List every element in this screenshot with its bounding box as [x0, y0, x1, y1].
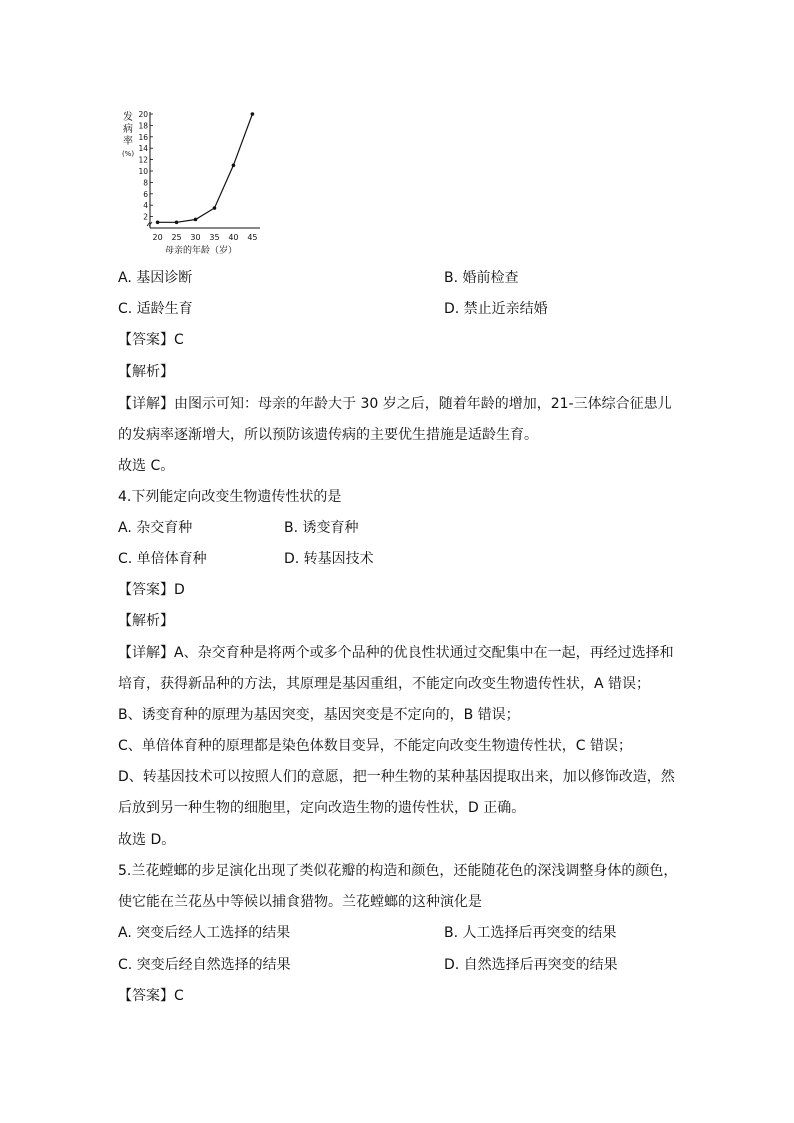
q4-option-c: C. 单倍体育种	[118, 551, 207, 567]
q5-option-a: A. 突变后经人工选择的结果	[118, 925, 291, 941]
data-point	[251, 112, 255, 116]
q3-detail-line-1: 【详解】由图示可知：母亲的年龄大于 30 岁之后，随着年龄的增加，21-三体综合征患儿	[118, 396, 672, 412]
y-axis-label	[122, 110, 134, 158]
q4-detail-line-3: B、诱变育种的原理为基因突变，基因突变是不定向的，B 错误；	[118, 707, 520, 723]
q4-detail-line-6: 后放到另一种生物的细胞里，定向改造生物的遗传性状，D 正确。	[118, 800, 526, 816]
q4-analysis-heading: 【解析】	[118, 613, 174, 629]
x-axis-label: 母亲的年龄（岁）	[164, 246, 238, 256]
q4-conclusion: 故选 D。	[118, 832, 176, 848]
data-point	[213, 206, 217, 210]
data-points	[156, 112, 254, 224]
y-label-char: 病	[123, 124, 133, 135]
x-axis-ticks	[152, 233, 257, 242]
y-tick-label: 10	[138, 167, 148, 176]
y-axis-ticks	[138, 110, 153, 222]
x-tick-label: 45	[247, 233, 258, 242]
q3-conclusion: 故选 C。	[118, 458, 175, 474]
y-tick-label: 6	[143, 189, 148, 199]
y-label-char: 率	[123, 136, 133, 147]
q5-option-c: C. 突变后经自然选择的结果	[118, 957, 291, 973]
y-label-char: (%)	[121, 150, 135, 158]
y-tick-label: 14	[138, 144, 148, 154]
q5-option-b: B. 人工选择后再突变的结果	[444, 925, 617, 941]
y-tick-label: 20	[138, 110, 148, 119]
q5-answer: 【答案】C	[118, 988, 184, 1004]
q3-detail-line-2: 的发病率逐渐增大，所以预防该遗传病的主要优生措施是适龄生育。	[118, 427, 538, 443]
series-line	[158, 114, 253, 222]
q4-detail-line-5: D、转基因技术可以按照人们的意愿，把一种生物的某种基因提取出来，加以修饰改造，然	[118, 769, 675, 785]
q4-option-a: A. 杂交育种	[118, 520, 193, 536]
q4-detail-line-2: 培育，获得新品种的方法，其原理是基因重组，不能定向改变生物遗传性状，A 错误；	[118, 676, 651, 692]
y-tick-label: 8	[143, 178, 148, 188]
q4-stem: 4.下列能定向改变生物遗传性状的是	[118, 489, 342, 505]
q4-detail-line-1: 【详解】A、杂交育种是将两个或多个品种的优良性状通过交配集中在一起，再经过选择和	[118, 645, 674, 661]
data-point	[194, 218, 198, 222]
x-tick-label: 20	[152, 233, 163, 242]
x-tick-label: 35	[209, 233, 220, 242]
data-point	[175, 221, 179, 225]
q3-option-c: C. 适龄生育	[118, 301, 193, 317]
y-tick-label: 12	[138, 155, 148, 165]
q3-option-b: B. 婚前检查	[444, 270, 519, 286]
q4-option-d: D. 转基因技术	[284, 551, 374, 567]
data-point	[156, 221, 160, 225]
q4-answer: 【答案】D	[118, 582, 185, 598]
q3-analysis-heading: 【解析】	[118, 364, 174, 380]
q5-stem-line-2: 使它能在兰花丛中等候以捕食猎物。兰花螳螂的这种演化是	[118, 894, 482, 910]
q3-answer: 【答案】C	[118, 332, 184, 348]
x-tick-label: 25	[171, 233, 182, 242]
q3-option-d: D. 禁止近亲结婚	[444, 301, 548, 317]
y-label-char: 发	[123, 112, 133, 123]
q5-stem-line-1: 5.兰花螳螂的步足演化出现了类似花瓣的构造和颜色，还能随花色的深浅调整身体的颜色，	[118, 863, 678, 879]
data-point	[232, 164, 236, 168]
incidence-line-chart	[112, 104, 272, 256]
x-tick-label: 30	[190, 233, 201, 242]
y-tick-label: 2	[143, 212, 148, 222]
y-tick-label: 18	[138, 121, 148, 131]
y-tick-label: 16	[138, 132, 148, 142]
q4-option-b: B. 诱变育种	[284, 520, 359, 536]
q3-option-a: A. 基因诊断	[118, 270, 193, 286]
y-tick-label: 4	[143, 201, 148, 211]
q5-option-d: D. 自然选择后再突变的结果	[444, 957, 618, 973]
q4-detail-line-4: C、单倍体育种的原理都是染色体数目变异，不能定向改变生物遗传性状，C 错误；	[118, 738, 632, 754]
x-tick-label: 40	[228, 233, 239, 242]
